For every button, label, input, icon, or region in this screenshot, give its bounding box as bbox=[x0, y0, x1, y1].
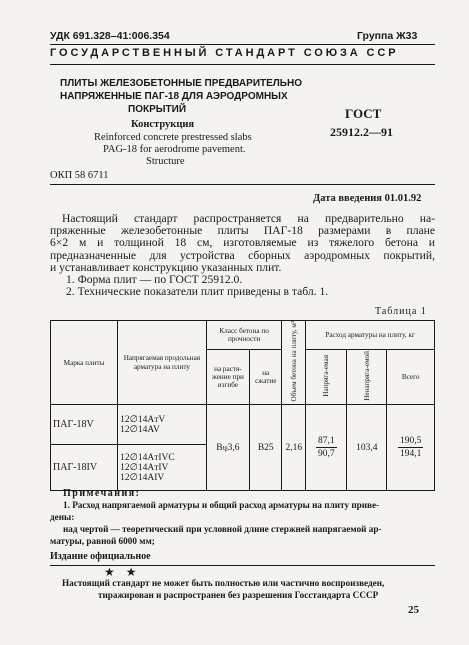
intro-date: Дата введения 01.01.92 bbox=[313, 193, 422, 204]
rebar-line: 12∅14AтIVC bbox=[120, 452, 175, 463]
body-line: 6×2 м и толщиной 18 см, изготовляемые из тяжелого бетона и bbox=[50, 236, 435, 250]
body-line: Настоящий стандарт распространяется на предварительно на- bbox=[62, 212, 435, 225]
okp-rule bbox=[50, 184, 435, 185]
cell-tensile: Bₜᵦ3,6 bbox=[206, 405, 249, 491]
row-rebar bbox=[118, 445, 207, 491]
note-line: 1. Расход напрягаемой арматуры и общий расход арматуры на плиту приве- bbox=[63, 500, 380, 510]
rebar-line: 12∅14AV bbox=[120, 424, 160, 435]
rebar-line: 12∅14AIV bbox=[120, 472, 165, 483]
total-fraction bbox=[398, 435, 423, 460]
header-mark: Марка плиты bbox=[51, 321, 118, 405]
body-line: предназначенные для устройства сборных аэродромных покрытий, bbox=[50, 248, 435, 262]
total-theoretical: 190,5 bbox=[399, 436, 422, 447]
header-nonprestressed: Ненапряга-емой bbox=[362, 350, 371, 401]
title-subtitle: Конструкция bbox=[131, 119, 195, 130]
row-rebar bbox=[118, 405, 207, 445]
header-total: Всего bbox=[387, 349, 435, 405]
official-edition: Издание официальное bbox=[50, 551, 151, 562]
body-line: и устанавливает конструкцию указанных плит. bbox=[50, 260, 282, 274]
header-prestressed-cell bbox=[306, 349, 347, 405]
body-paragraph bbox=[50, 213, 435, 298]
body-line: пряженные железобетонные плиты ПАГ-18 размерами в плане bbox=[50, 224, 435, 238]
cell-prestressed bbox=[306, 405, 347, 491]
total-actual: 194,1 bbox=[399, 449, 422, 460]
cell-compress: B25 bbox=[250, 405, 282, 491]
header-nonprestressed-cell bbox=[347, 349, 387, 405]
header-consumption: Расход арматуры на плиту, кг bbox=[306, 321, 435, 350]
header-volume: Объем бетона на плиту, м³ bbox=[289, 321, 298, 402]
body-item-2: 2. Технические показатели плит приведены в табл. 1. bbox=[66, 285, 329, 299]
title-en-line-1: Reinforced concrete prestressed slabs bbox=[94, 132, 252, 143]
notes-heading: Примечания: bbox=[63, 488, 141, 499]
rebar-line: 12∅14AтV bbox=[120, 414, 166, 425]
gost-label: ГОСТ bbox=[345, 106, 382, 121]
okp-code: ОКП 58 6711 bbox=[50, 170, 109, 181]
page-number: 25 bbox=[408, 604, 419, 616]
gost-number: 25912.2—91 bbox=[330, 125, 393, 139]
header-concrete-class: Класс бетона по прочности bbox=[206, 321, 282, 350]
header-compress: на сжатие bbox=[250, 349, 282, 405]
rebar-line: 12∅14AтIV bbox=[120, 462, 169, 473]
row-mark: ПАГ-18IV bbox=[51, 445, 118, 491]
standard-org-title: ГОСУДАРСТВЕННЫЙ СТАНДАРТ СОЮЗА ССР bbox=[50, 47, 399, 59]
title-en-line-3: Structure bbox=[146, 156, 185, 167]
title-line-3: ПОКРЫТИЙ bbox=[128, 104, 187, 115]
title-line-2: НАПРЯЖЕННЫЕ ПАГ-18 ДЛЯ АЭРОДРОМНЫХ bbox=[60, 91, 288, 102]
table-row bbox=[51, 405, 435, 445]
cell-volume: 2,16 bbox=[282, 405, 306, 491]
header-rule bbox=[50, 44, 435, 45]
header-volume-cell bbox=[282, 321, 306, 405]
row-mark: ПАГ-18V bbox=[51, 405, 118, 445]
header-rule-2 bbox=[50, 64, 435, 65]
prestressed-fraction bbox=[316, 435, 337, 460]
note-line: дены: bbox=[50, 512, 75, 522]
udk-code: УДК 691.328–41:006.354 bbox=[50, 30, 170, 42]
technical-table bbox=[50, 320, 435, 491]
header-tensile: на растя-жение при изгибе bbox=[206, 349, 249, 405]
notice-line: Настоящий стандарт не может быть полностью или частично воспроизведен, bbox=[62, 578, 385, 588]
group-code: Группа Ж33 bbox=[357, 30, 418, 42]
notice-line: тиражирован и распространен без разрешения Госстандарта СССР bbox=[98, 590, 379, 600]
cell-nonprestressed: 103,4 bbox=[347, 405, 387, 491]
header-prestressed: Напряга-емая bbox=[322, 354, 331, 397]
note-line: матуры, равной 6000 мм; bbox=[50, 536, 155, 546]
prestressed-theoretical: 87,1 bbox=[317, 436, 335, 447]
body-item-1: 1. Форма плит — по ГОСТ 25912.0. bbox=[66, 273, 243, 287]
header-rebar: Напрягаемая продольная арматура на плиту bbox=[118, 321, 207, 405]
table-caption: Таблица 1 bbox=[375, 306, 427, 317]
title-en-line-2: PAG-18 for aerodrome pavement. bbox=[103, 144, 246, 155]
title-line-1: ПЛИТЫ ЖЕЛЕЗОБЕТОННЫЕ ПРЕДВАРИТЕЛЬНО bbox=[60, 78, 302, 89]
prestressed-actual: 90,7 bbox=[317, 449, 335, 460]
stars-mark: ★ ★ bbox=[104, 565, 141, 579]
note-line: над чертой — теоретический при условной длине стержней напрягаемой ар- bbox=[63, 524, 382, 534]
cell-total bbox=[387, 405, 435, 491]
